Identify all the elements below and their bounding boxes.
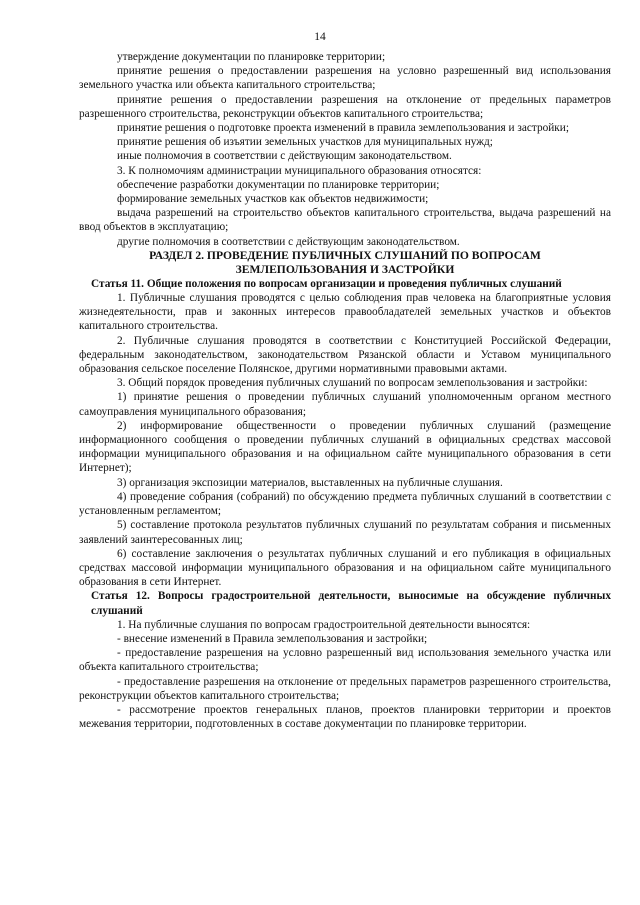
paragraph: принятие решения о предоставлении разрешения на отклонение от предельных параметров разрешенного строительства, реконструкции объектов капитального строительства; [79,93,611,120]
paragraph: другие полномочия в соответствии с действующим законодательством. [117,235,460,248]
paragraph: 3. Общий порядок проведения публичных слушаний по вопросам землепользования и застройки: [117,377,588,390]
paragraph: 1) принятие решения о проведении публичных слушаний уполномоченным органом местного самоуправления муниципального образования; [79,391,611,418]
paragraph: 2) информирование общественности о проведении публичных слушаний (размещение информационного сообщения о проведении публичных слушаний в официальных средствах массовой информации муниципального образования и на официальном сайте муниципального образования в сети Интернет); [79,419,611,475]
paragraph: утверждение документации по планировке территории; [117,51,386,63]
article-12-heading: Статья 12. Вопросы градостроительной деятельности, выносимые на обсуждение публичных слушаний [91,590,611,617]
paragraph: - предоставление разрешения на отклонение от предельных параметров разрешенного строительства, реконструкции объектов капитального строительства; [79,675,611,702]
paragraph: - предоставление разрешения на условно разрешенный вид использования земельного участка или объекта капитального строительства; [79,647,611,674]
paragraph: - внесение изменений в Правила землепользования и застройки; [117,632,428,645]
paragraph: принятие решения о подготовке проекта изменений в правила землепользования и застройки; [117,122,569,135]
page-number: 14 [314,31,326,43]
paragraph: иные полномочия в соответствии с действующим законодательством. [117,150,452,163]
paragraph: 3) организация экспозиции материалов, выставленных на публичные слушания. [117,476,503,489]
paragraph: принятие решения об изъятии земельных участков для муниципальных нужд; [117,136,493,149]
paragraph: принятие решения о предоставлении разрешения на условно разрешенный вид использования земельного участка или объекта капитального строительства; [79,65,611,92]
paragraph: 6) составление заключения о результатах публичных слушаний и его публикация в официальных средствах массовой информации муниципального образования и на официальном сайте муниципального образования в сети Интернет. [79,547,611,589]
paragraph: 3. К полномочиям администрации муниципального образования относятся: [117,164,482,177]
section-heading-line2: ЗЕМЛЕПОЛЬЗОВАНИЯ И ЗАСТРОЙКИ [235,262,455,276]
paragraph: 1. На публичные слушания по вопросам градостроительной деятельности выносятся: [117,618,531,631]
paragraph: выдача разрешений на строительство объектов капитального строительства, выдача разрешений на ввод объектов в эксплуатацию; [79,207,611,234]
paragraph: - рассмотрение проектов генеральных планов, проектов планировки территории и проектов межевания территории, подготовленных в составе документации по планировке территории. [79,703,611,731]
paragraph: обеспечение разработки документации по планировке территории; [117,178,440,191]
paragraph: 5) составление протокола результатов публичных слушаний по результатам собрания и письменных заявлений заинтересованных лиц; [79,519,611,546]
section-heading [79,249,611,277]
section-heading-line1: РАЗДЕЛ 2. ПРОВЕДЕНИЕ ПУБЛИЧНЫХ СЛУШАНИЙ ПО ВОПРОСАМ [149,248,541,262]
document-body [79,50,611,731]
paragraph: 4) проведение собрания (собраний) по обсуждению предмета публичных слушаний в соответствии с установленным регламентом; [79,490,611,518]
paragraph: формирование земельных участков как объектов недвижимости; [117,193,429,206]
article-11-heading: Статья 11. Общие положения по вопросам организации и проведения публичных слушаний [91,277,562,290]
paragraph: 1. Публичные слушания проводятся с целью соблюдения прав человека на благоприятные условия жизнедеятельности, прав и законных интересов правообладателей земельных участков и объектов капитального строительства. [79,292,611,333]
paragraph: 2. Публичные слушания проводятся в соответствии с Конституцией Российской Федерации, федеральным законодательством, законодательством Рязанской области и Уставом муниципального образования сельское поселение Полянское, другими нормативными правовыми актами. [79,334,611,376]
